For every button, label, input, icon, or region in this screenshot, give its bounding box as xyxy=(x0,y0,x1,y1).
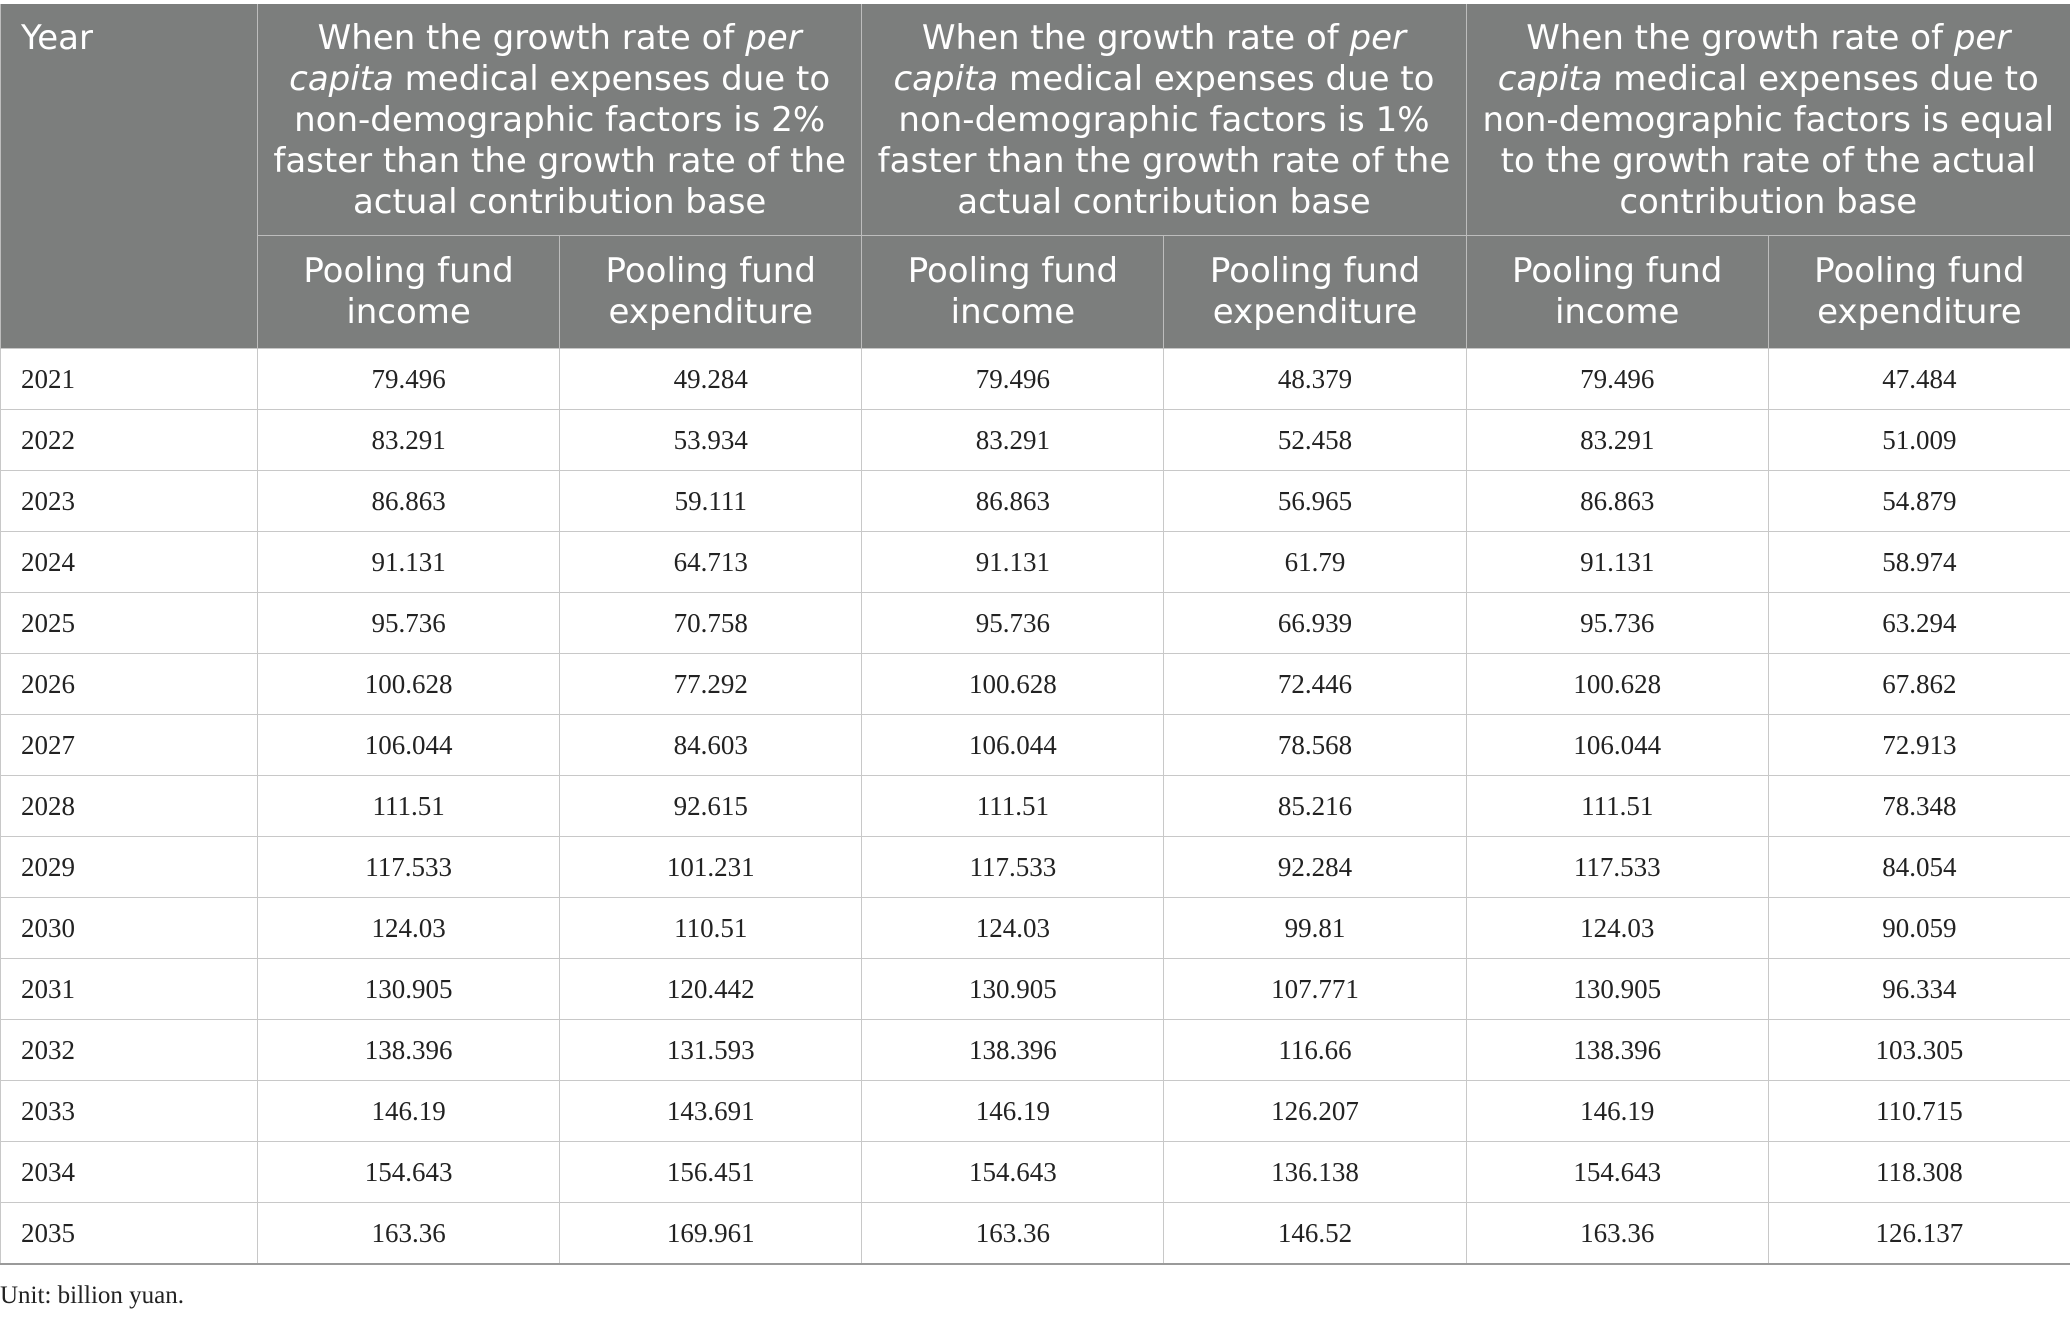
value-cell: 72.446 xyxy=(1164,654,1466,715)
value-cell: 163.36 xyxy=(862,1203,1164,1265)
value-cell: 79.496 xyxy=(1466,349,1768,410)
table-row xyxy=(1,1203,2070,1265)
year-cell: 2029 xyxy=(1,837,258,898)
value-cell: 169.961 xyxy=(560,1203,862,1265)
value-cell: 96.334 xyxy=(1768,959,2070,1020)
value-cell: 92.284 xyxy=(1164,837,1466,898)
value-cell: 52.458 xyxy=(1164,410,1466,471)
value-cell: 107.771 xyxy=(1164,959,1466,1020)
value-cell: 138.396 xyxy=(1466,1020,1768,1081)
value-cell: 110.51 xyxy=(560,898,862,959)
value-cell: 124.03 xyxy=(1466,898,1768,959)
value-cell: 70.758 xyxy=(560,593,862,654)
table-body xyxy=(1,349,2070,1265)
table-row xyxy=(1,654,2070,715)
value-cell: 67.862 xyxy=(1768,654,2070,715)
year-cell: 2022 xyxy=(1,410,258,471)
value-cell: 154.643 xyxy=(258,1142,560,1203)
year-cell: 2033 xyxy=(1,1081,258,1142)
value-cell: 154.643 xyxy=(1466,1142,1768,1203)
value-cell: 48.379 xyxy=(1164,349,1466,410)
value-cell: 91.131 xyxy=(258,532,560,593)
value-cell: 84.603 xyxy=(560,715,862,776)
value-cell: 111.51 xyxy=(258,776,560,837)
data-table xyxy=(0,4,2070,1265)
year-cell: 2025 xyxy=(1,593,258,654)
value-cell: 47.484 xyxy=(1768,349,2070,410)
value-cell: 131.593 xyxy=(560,1020,862,1081)
value-cell: 91.131 xyxy=(862,532,1164,593)
value-cell: 66.939 xyxy=(1164,593,1466,654)
footnote: Unit: billion yuan. xyxy=(0,1282,185,1309)
year-cell: 2030 xyxy=(1,898,258,959)
column-header-expenditure: Pooling fund expenditure xyxy=(1164,236,1466,349)
value-cell: 72.913 xyxy=(1768,715,2070,776)
value-cell: 126.137 xyxy=(1768,1203,2070,1265)
value-cell: 95.736 xyxy=(258,593,560,654)
table-row xyxy=(1,532,2070,593)
value-cell: 110.715 xyxy=(1768,1081,2070,1142)
value-cell: 100.628 xyxy=(258,654,560,715)
year-cell: 2027 xyxy=(1,715,258,776)
value-cell: 49.284 xyxy=(560,349,862,410)
header-row-measures xyxy=(1,236,2070,349)
value-cell: 126.207 xyxy=(1164,1081,1466,1142)
column-header-expenditure: Pooling fund expenditure xyxy=(560,236,862,349)
year-cell: 2031 xyxy=(1,959,258,1020)
value-cell: 78.348 xyxy=(1768,776,2070,837)
value-cell: 58.974 xyxy=(1768,532,2070,593)
value-cell: 156.451 xyxy=(560,1142,862,1203)
header-row-scenarios xyxy=(1,4,2070,236)
year-cell: 2032 xyxy=(1,1020,258,1081)
value-cell: 101.231 xyxy=(560,837,862,898)
value-cell: 100.628 xyxy=(1466,654,1768,715)
table-row xyxy=(1,349,2070,410)
value-cell: 138.396 xyxy=(258,1020,560,1081)
value-cell: 111.51 xyxy=(862,776,1164,837)
value-cell: 83.291 xyxy=(258,410,560,471)
year-cell: 2034 xyxy=(1,1142,258,1203)
value-cell: 138.396 xyxy=(862,1020,1164,1081)
value-cell: 163.36 xyxy=(1466,1203,1768,1265)
value-cell: 130.905 xyxy=(1466,959,1768,1020)
value-cell: 51.009 xyxy=(1768,410,2070,471)
value-cell: 54.879 xyxy=(1768,471,2070,532)
value-cell: 79.496 xyxy=(258,349,560,410)
value-cell: 111.51 xyxy=(1466,776,1768,837)
value-cell: 154.643 xyxy=(862,1142,1164,1203)
value-cell: 64.713 xyxy=(560,532,862,593)
value-cell: 91.131 xyxy=(1466,532,1768,593)
table-row xyxy=(1,837,2070,898)
table-row xyxy=(1,715,2070,776)
value-cell: 83.291 xyxy=(1466,410,1768,471)
column-header-income: Pooling fund income xyxy=(258,236,560,349)
value-cell: 78.568 xyxy=(1164,715,1466,776)
value-cell: 63.294 xyxy=(1768,593,2070,654)
scenario-header-1: When the growth rate of per capita medical expenses due to non-demographic factors is 2% faster than the growth rate of the actual contribution base xyxy=(258,4,862,236)
value-cell: 117.533 xyxy=(1466,837,1768,898)
table-row xyxy=(1,1142,2070,1203)
value-cell: 56.965 xyxy=(1164,471,1466,532)
value-cell: 85.216 xyxy=(1164,776,1466,837)
value-cell: 95.736 xyxy=(1466,593,1768,654)
value-cell: 106.044 xyxy=(862,715,1164,776)
table-row xyxy=(1,776,2070,837)
value-cell: 130.905 xyxy=(258,959,560,1020)
value-cell: 136.138 xyxy=(1164,1142,1466,1203)
value-cell: 106.044 xyxy=(1466,715,1768,776)
value-cell: 124.03 xyxy=(862,898,1164,959)
year-cell: 2028 xyxy=(1,776,258,837)
value-cell: 86.863 xyxy=(1466,471,1768,532)
value-cell: 86.863 xyxy=(862,471,1164,532)
value-cell: 61.79 xyxy=(1164,532,1466,593)
value-cell: 103.305 xyxy=(1768,1020,2070,1081)
value-cell: 59.111 xyxy=(560,471,862,532)
value-cell: 92.615 xyxy=(560,776,862,837)
table-row xyxy=(1,593,2070,654)
value-cell: 90.059 xyxy=(1768,898,2070,959)
value-cell: 146.52 xyxy=(1164,1203,1466,1265)
value-cell: 95.736 xyxy=(862,593,1164,654)
table-row xyxy=(1,410,2070,471)
table-row xyxy=(1,1020,2070,1081)
year-cell: 2024 xyxy=(1,532,258,593)
scenario-header-2: When the growth rate of per capita medical expenses due to non-demographic factors is 1% faster than the growth rate of the actual contribution base xyxy=(862,4,1466,236)
value-cell: 79.496 xyxy=(862,349,1164,410)
value-cell: 116.66 xyxy=(1164,1020,1466,1081)
value-cell: 100.628 xyxy=(862,654,1164,715)
value-cell: 86.863 xyxy=(258,471,560,532)
scenario-header-3: When the growth rate of per capita medical expenses due to non-demographic factors is equal to the growth rate of the actual contribution base xyxy=(1466,4,2070,236)
column-header-income: Pooling fund income xyxy=(1466,236,1768,349)
value-cell: 124.03 xyxy=(258,898,560,959)
column-header-expenditure: Pooling fund expenditure xyxy=(1768,236,2070,349)
table-header xyxy=(1,4,2070,349)
value-cell: 117.533 xyxy=(862,837,1164,898)
value-cell: 99.81 xyxy=(1164,898,1466,959)
value-cell: 146.19 xyxy=(1466,1081,1768,1142)
table-row xyxy=(1,898,2070,959)
value-cell: 84.054 xyxy=(1768,837,2070,898)
year-cell: 2035 xyxy=(1,1203,258,1265)
value-cell: 77.292 xyxy=(560,654,862,715)
year-cell: 2021 xyxy=(1,349,258,410)
value-cell: 106.044 xyxy=(258,715,560,776)
value-cell: 146.19 xyxy=(258,1081,560,1142)
value-cell: 163.36 xyxy=(258,1203,560,1265)
value-cell: 120.442 xyxy=(560,959,862,1020)
year-cell: 2026 xyxy=(1,654,258,715)
value-cell: 130.905 xyxy=(862,959,1164,1020)
table-row xyxy=(1,959,2070,1020)
year-column-header: Year xyxy=(1,4,258,349)
value-cell: 117.533 xyxy=(258,837,560,898)
table-row xyxy=(1,1081,2070,1142)
value-cell: 118.308 xyxy=(1768,1142,2070,1203)
column-header-income: Pooling fund income xyxy=(862,236,1164,349)
value-cell: 146.19 xyxy=(862,1081,1164,1142)
value-cell: 83.291 xyxy=(862,410,1164,471)
year-cell: 2023 xyxy=(1,471,258,532)
value-cell: 143.691 xyxy=(560,1081,862,1142)
value-cell: 53.934 xyxy=(560,410,862,471)
table-row xyxy=(1,471,2070,532)
